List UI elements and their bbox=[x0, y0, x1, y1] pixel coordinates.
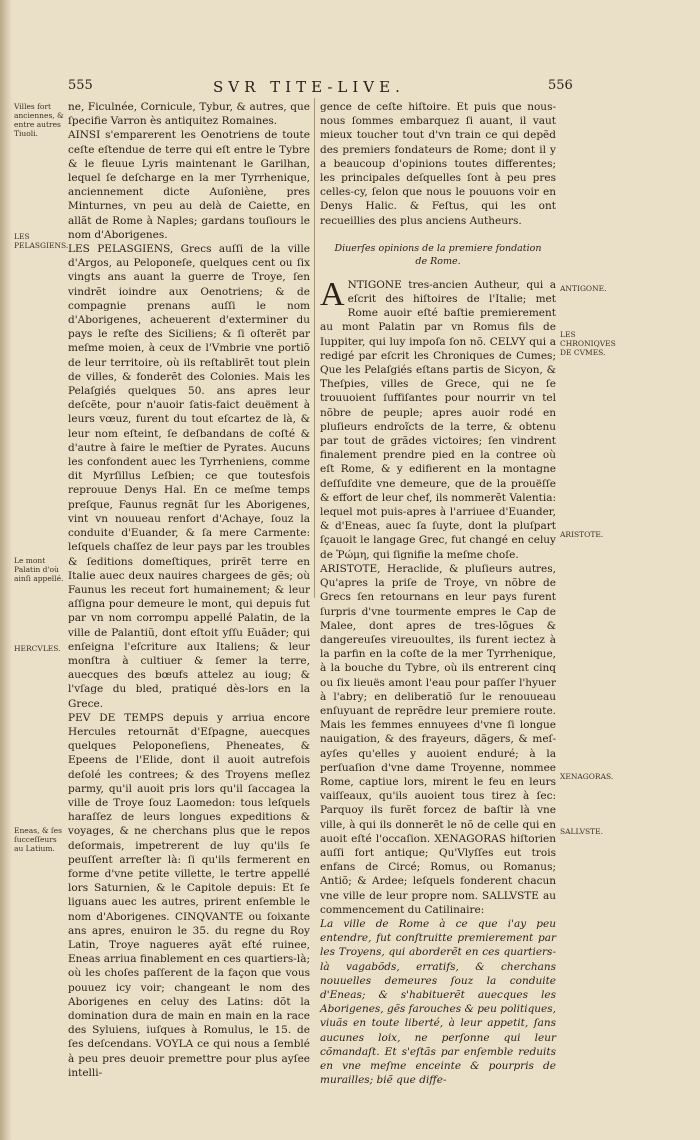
page-header bbox=[0, 78, 700, 102]
margin-note-xenagoras: XENAGORAS. bbox=[560, 772, 614, 781]
column-rule bbox=[314, 98, 315, 598]
right-column bbox=[320, 100, 556, 1087]
margin-note-chroniques: LES CHRONIQVES DE CVMES. bbox=[560, 330, 616, 357]
margin-note-villes: Villes fort anciennes, & entre autres Tiuoli. bbox=[14, 102, 64, 138]
margin-note-salluste: SALLVSTE. bbox=[560, 827, 604, 836]
paragraph: LES PELASGIENS, Grecs auſſi de la ville d'Argos, au Peloponeſe, quelques cent ou ſix vingts ans auant la guerre de Troye, ſen vindrẽt ioindre aux Oenotriens; & de compagnie prenans auſſi le nom d'Aborigenes, acheuerent d'exterminer du pays le reſte des Siciliens; & ſi oſterẽt par meſme moien, à ceux de l'Vmbrie vne portiõ de leur territoire, où ils reſtablirẽt tout plein de villes, & fonderẽt des Colonies. Mais les Pelaſgiés quelques 50. ans apres leur deſcẽte, pour n'auoir ſatis-faict deuëment à leurs vœuz, furent du tout eſcartez de là, & leur nom eſteint, ſe deſbandans de coſté & d'autre à faire le meſtier de Pyrates. Aucuns les confondent auec les Tyrrheniens, comme dit Myrſillus Leſbien; ce que toutesfois reprouue Denys Hal. En ce meſme temps preſque, Faunus regnãt ſur les Aborigenes, vint vn nouueau renfort d'Achaye, ſouz la conduite d'Euander, & ſa mere Carmente: leſquels chaſſez de leur pays par les troubles & ſeditions domeſtiques, prirẽt terre en Italie auec deux nauires chargees de gẽs; où Faunus les receut fort humainement; & leur aſſigna pour demeure le mont, qui depuis fut par vn nom corrompu appellé Palatin, de la ville de Palantiũ, dont eſtoit yſſu Euãder; qui enſeigna l'eſcriture aux Italiens; & leur monſtra à cultiuer & ſemer la terre, auecques des bœufs attelez au ioug; & l'vſage du bled, pratiqué dès-lors en la Grece. bbox=[68, 243, 310, 710]
paragraph bbox=[320, 275, 556, 562]
paragraph: ne, Ficulnée, Cornicule, Tybur, & autres, que ſpecifie Varron ès antiquitez Romaines. bbox=[68, 101, 310, 128]
paragraph-text: NTIGONE tres-ancien Autheur, qui a eſcrit des hiſtoires de l'Italie; met Rome auoir eſté baſtie premierement au mont Palatin par vn Romus fils de Iuppiter, qui luy impoſa ſon nõ. CELVY qui a redigé par eſcrit les Chroniques de Cumes; Que les Pelaſgiés eſtans partis de Sicyon, & Theſpies, villes de Grece, qui ne ſe trouuoient ſuffiſantes pour nourrir vn tel nõbre de peuple; apres auoir rodé en pluſieurs endroĩcts de la terre, & obtenu par tout de grãdes victoires; ſen vindrent finalement prendre pied en la contree où eſt Rome, & y edifierent en la montagne deſſuſdite vne demeure, que de la prouëſſe & effort de leur chef, ils nommerẽt Valentia: lequel mot puis-apres à l'arriuee d'Euander, & d'Eneas, auec ſa ſuyte, dont la pluſpart ſçauoit le langage Grec, fut changé en celuy de Ῥώμη, qui ſignifie la meſme choſe. bbox=[320, 278, 556, 561]
running-head: SVR TITE-LIVE. bbox=[213, 78, 405, 96]
margin-note-antigone: ANTIGONE. bbox=[560, 284, 607, 293]
paragraph: PEV DE TEMPS depuis y arriua encore Hercules retournãt d'Eſpagne, auecques quelques Peloponeſiens, Pheneates, & Epeens de l'Elide, dont il auoit autrefois deſolé les contrees; & des Troyens meſlez parmy, qu'il auoit pris lors qu'il ſaccagea la ville de Troye ſouz Laomedon: tous leſquels haraſſez de leurs longues expeditions & voyages, & ne cherchans plus que le repos deſormais, impetrerent de luy qu'ils ſe peuſſent arreſter là: ſi qu'ils fermerent en forme d'vne petite villette, le tertre appellé lors Saturnien, & le Capitole depuis: Et ſe liguans auec les autres, prirent enſemble le nom d'Aborigenes. CINQVANTE ou ſoixante ans apres, enuiron le 35. du regne du Roy Latin, Troye naguеres ayãt eſté ruinee, Eneas arriua finablement en ces quartiers-là; où les choſes paſſerent de la façon que vous pouuez icy voir; changeant le nom des Aborigenes en celuy des Latins: dõt la domination dura de main en main en la race des Syluiens, iuſques à Romulus, le 15. de ſes deſcendans. VOYLA ce qui nous a ſemblé à peu pres deuoir premettre pour plus ayſee intelli- bbox=[68, 711, 310, 1079]
paragraph: ARISTOTE, Heraclide, & pluſieurs autres, Qu'apres la priſe de Troye, vn nõbre de Grecs ſen retournans en leur pays furent ſurpris d'vne tourmente empres le Cap de Malee, dont apres de tres-lõgues & dangereuſes vireuoultes, ils furent iectez à la parfin en la coſte de la mer Tyrrhenique, à la bouche du Tybre, où ils entrerent cinq ou ſix lieuës amont l'eau pour paſſer l'hyuer à l'abry; en deliberatiõ ſur le renouueau enſuyuant de reprẽdre leur premiere route. Mais les femmes ennuyees d'vne ſi longue nauigation, & des frayeurs, dãgers, & meſ-ayſes qu'elles y auoient enduré; à la perſuaſion d'vne dame Troyenne, nommee Rome, captiue lors, mirent le feu en leurs vaiſſeaux, qu'ils auoient tous tirez à ſec: Parquoy ils furẽt forcez de baſtir là vne ville, à qui ils donnerẽt le nõ de celle qui en auoit eſté l'occaſion. XENAGORAS hiſtorien auſſi fort antique; Qu'Vlyſſes eut trois enfans de Circé; Romus, ou Romanus; Antiõ; & Ardee; leſquels fonderent chacun vne ville de leur propre nom. SALLVSTE au commencement du Catilinaire: bbox=[320, 562, 556, 916]
margin-note-hercules: HERCVLES. bbox=[14, 644, 61, 653]
margin-note-aristote: ARISTOTE. bbox=[560, 530, 604, 539]
paragraph: gence de ceſte hiſtoire. Et puis que nous-nous ſommes embarquez ſi auant, il vaut mieux toucher tout d'vn train ce qui depẽd des premiers fondateurs de Rome; dont il y a beaucoup d'opinions toutes differentes; les principales deſquelles ſont à peu pres celles-cy, ſelon que nous le pouuons voir en Denys Halic. & Feſtus, qui les ont recueillies des plus anciens Autheurs. bbox=[320, 101, 556, 227]
folio-left: 555 bbox=[68, 78, 93, 93]
section-heading: Diuerſes opinions de la premiere fondation de Rome. bbox=[334, 242, 542, 267]
margin-note-eneas: Eneas, & ſes ſucceſſeurs au Latium. bbox=[14, 826, 62, 853]
quotation: La ville de Rome à ce que i'ay peu entendre, fut conſtruitte premierement par les Troyens, qui aborderẽt en ces quartiers-là vagabõds, erratifs, & cherchans nouuelles demeures ſouz la conduite d'Eneas; & s'habituerẽt auecques les Aborigenes, gẽs farouches & peu politiques, viuãs en toute liberté, à leur appetit, ſans aucunes loix, ne perſonne qui leur cõmandaſt. Et s'eſtãs par enſemble reduits en vne meſme enceinte & pourpris de murailles; biẽ que diffe- bbox=[320, 917, 556, 1087]
folio-right: 556 bbox=[548, 78, 573, 93]
margin-note-pelasgiens: LES PELASGIENS. bbox=[14, 232, 69, 250]
left-column bbox=[68, 100, 310, 1080]
binding-gutter bbox=[0, 0, 12, 1140]
drop-cap: A bbox=[320, 275, 345, 313]
margin-note-palatin: Le mont Palatin d'où ainſi appellé. bbox=[14, 556, 64, 583]
paragraph: AINSI s'emparerent les Oenotriens de toute ceſte eſtendue de terre qui eſt entre le Tybre & le fleuue Lyris maintenant le Garilhan, lequel ſe deſcharge en la mer Tyrrhenique, anciennement dicte Auſoniène, pres Minturnes, vn peu au delà de Caiette, en allãt de Rome à Naples; gardans touſiours le nom d'Aborigenes. bbox=[68, 129, 310, 241]
